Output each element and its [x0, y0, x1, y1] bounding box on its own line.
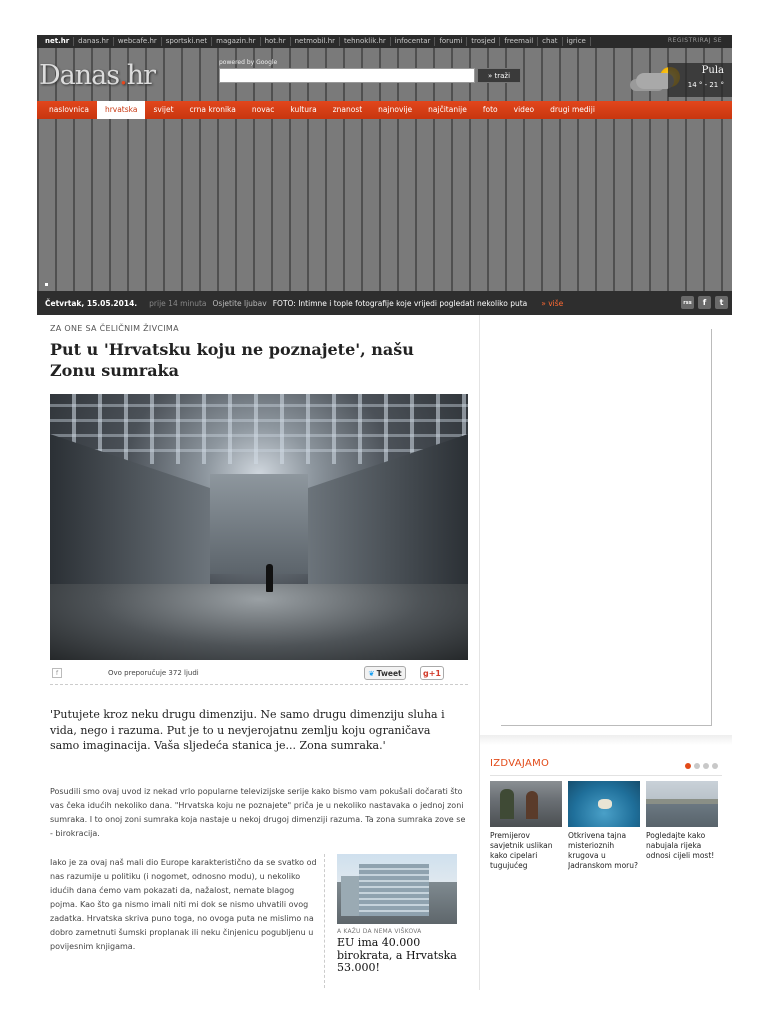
right-sidebar: [480, 315, 732, 735]
article-paragraph: Iako je za ovaj naš mali dio Europe karakteristično da se svatko od nas razumije u politiku (i nogomet, odnosno modu), u nekoliko idućih dana ćemo vam pokazati da, nažalost, nemate blagog pojma. Kao što ga nismo imali niti mi dok se nismo uhvatili ovog zadatka. Hrvatska skriva puno toga, no ovoga puta ne mislimo na dobro zametnuti šumski proplanak ili neku činjenicu pogubljenu u povijesnim knjigama.: [50, 858, 317, 951]
logo-suffix: hr: [126, 60, 155, 91]
ticker-date: Četvrtak, 15.05.2014.: [45, 298, 138, 308]
tweet-button[interactable]: [364, 666, 406, 680]
ticker-time-ago: prije 14 minuta: [149, 298, 207, 308]
carousel-dots: [685, 763, 718, 769]
flooded-river-photo[interactable]: [646, 781, 718, 827]
standing-person-figure: [266, 564, 273, 592]
network-links-bar: [37, 35, 732, 48]
nav-item-video[interactable]: video: [513, 105, 535, 114]
nav-item-crna-kronika[interactable]: crna kronika: [189, 105, 236, 114]
maze-floor: [50, 584, 468, 660]
nav-item-naslovnica[interactable]: naslovnica: [49, 105, 89, 114]
protest-photo[interactable]: [490, 781, 562, 827]
article-kicker: ZA ONE SA ČELIČNIM ŽIVCIMA: [50, 324, 179, 333]
carousel-dot[interactable]: [712, 763, 718, 769]
sidebar-ad-frame[interactable]: [501, 329, 712, 726]
izdvajamo-caption[interactable]: Pogledajte kako nabujala rijeka odnosi cijeli most!: [646, 831, 715, 860]
network-link[interactable]: freemail: [500, 37, 538, 46]
powered-by-google: powered by Google: [219, 59, 278, 66]
ticker-more-link[interactable]: » više: [541, 298, 564, 308]
rss-icon[interactable]: [681, 296, 694, 309]
article-paragraph: Posudili smo ovaj uvod iz nekad vrlo popularne televizijske serije kako bismo vam pokušali dočarati što vas čeka idućih nekoliko dana. "Hrvatska koju ne poznajete" priča je u nekoliko nastavaka o jednoj zoni sumraka. I to onoj zoni sumraka koja nastaje u nekoj drugoj dimenziji razuma. Ta zona sumraka zove se - birokracija.: [50, 787, 466, 838]
nav-item-kultura[interactable]: kultura: [290, 105, 317, 114]
logo-text: Danas: [39, 60, 120, 91]
share-bar: [50, 663, 468, 685]
nav-item-znanost[interactable]: znanost: [332, 105, 363, 114]
weather-box: [668, 63, 732, 97]
nav-item-svijet[interactable]: svijet: [153, 105, 174, 114]
nav-item-drugi-mediji[interactable]: drugi mediji: [550, 105, 595, 114]
ticker-headline[interactable]: FOTO: Intimne i tople fotografije koje vrijedi pogledati nekoliko puta: [272, 298, 528, 308]
article-headline: Put u 'Hrvatsku koju ne poznajete', našu Zonu sumraka: [50, 340, 414, 380]
article-hero-image: [50, 394, 468, 660]
twitter-icon-glyph: t: [719, 298, 724, 307]
recommend-count: Ovo preporučuje 372 ljudi: [108, 669, 199, 677]
izdvajamo-caption[interactable]: Otkrivena tajna misterioznih krugova u Jadranskom moru?: [568, 831, 638, 870]
nav-item-novac[interactable]: novac: [251, 105, 275, 114]
network-link[interactable]: danas.hr: [74, 37, 114, 46]
network-link[interactable]: infocentar: [391, 37, 436, 46]
izdvajamo-caption[interactable]: Premijerov savjetnik uslikan kako cipelari tugujućeg: [490, 831, 553, 870]
network-link[interactable]: forumi: [435, 37, 467, 46]
izdvajamo-title: IZDVAJAMO: [490, 758, 550, 769]
register-link[interactable]: REGISTRIRAJ SE: [667, 37, 722, 44]
carousel-dot[interactable]: [703, 763, 709, 769]
twitter-icon[interactable]: [715, 296, 728, 309]
site-logo[interactable]: [39, 60, 155, 91]
carousel-dot[interactable]: [694, 763, 700, 769]
search-button[interactable]: » traži: [477, 68, 521, 83]
weather-city: Pula: [701, 65, 724, 76]
izdvajamo-items: [490, 781, 718, 871]
carousel-dot[interactable]: [685, 763, 691, 769]
nav-item-najnovije[interactable]: najnovije: [378, 105, 413, 114]
nav-item-hrvatska[interactable]: hrvatska: [97, 101, 146, 119]
related-article[interactable]: [324, 854, 468, 988]
search-input[interactable]: [219, 68, 475, 83]
maze-center-wall: [210, 474, 308, 574]
brand-row: [37, 48, 732, 100]
izdvajamo-item[interactable]: [568, 781, 640, 871]
network-link[interactable]: net.hr: [41, 37, 74, 46]
facebook-icon-glyph: f: [702, 298, 707, 307]
network-link[interactable]: tehnoklik.hr: [340, 37, 391, 46]
main-nav: [37, 101, 732, 119]
related-article-image[interactable]: [337, 854, 457, 924]
related-title[interactable]: EU ima 40.000 birokrata, a Hrvatska 53.000!: [337, 936, 457, 974]
izdvajamo-item[interactable]: [490, 781, 562, 871]
logo-dot: .: [119, 60, 127, 91]
network-link[interactable]: webcafe.hr: [114, 37, 162, 46]
site-header: [37, 35, 732, 315]
izdvajamo-item[interactable]: [646, 781, 718, 871]
network-link[interactable]: chat: [538, 37, 562, 46]
facebook-like-icon[interactable]: f: [52, 668, 62, 678]
tweet-label: Tweet: [376, 668, 402, 678]
sea-island-photo[interactable]: [568, 781, 640, 827]
network-link[interactable]: sportski.net: [162, 37, 212, 46]
google-plus-button[interactable]: g+1: [420, 666, 444, 680]
izdvajamo-section: [490, 758, 722, 870]
sidebar-shade: [480, 735, 732, 745]
news-ticker: [37, 291, 732, 315]
network-link[interactable]: magazin.hr: [212, 37, 260, 46]
facebook-icon[interactable]: [698, 296, 711, 309]
header-ad-area[interactable]: [37, 119, 732, 290]
nav-item-najcitanije[interactable]: najčitanije: [428, 105, 467, 114]
social-links: [681, 296, 728, 309]
ticker-tag[interactable]: Osjetite ljubav: [212, 298, 267, 308]
weather-temperature: 14 ° - 21 °: [687, 81, 724, 89]
article-lead: 'Putujete kroz neku drugu dimenziju. Ne samo drugu dimenziju sluha i vida, nego i razuma. Put je to u nevjerojatnu zemlju koju ograničava samo imaginacija. Vaša sljedeća stanica je... Zona sumraka.': [50, 708, 445, 752]
network-link[interactable]: netmobil.hr: [291, 37, 340, 46]
building-shape: [359, 864, 429, 916]
rss-icon-glyph: rss: [683, 299, 692, 306]
network-link[interactable]: hot.hr: [261, 37, 291, 46]
network-link[interactable]: igrice: [563, 37, 591, 46]
maze-walls-top: [50, 394, 468, 464]
related-kicker: A KAŽU DA NEMA VIŠKOVA: [337, 928, 422, 935]
ad-marker: [45, 283, 48, 286]
nav-item-foto[interactable]: foto: [482, 105, 498, 114]
izdvajamo-rule: [490, 775, 722, 776]
weather-widget[interactable]: [592, 63, 732, 97]
network-link[interactable]: trosjed: [467, 37, 500, 46]
twitter-bird-icon: ❦: [368, 668, 375, 678]
